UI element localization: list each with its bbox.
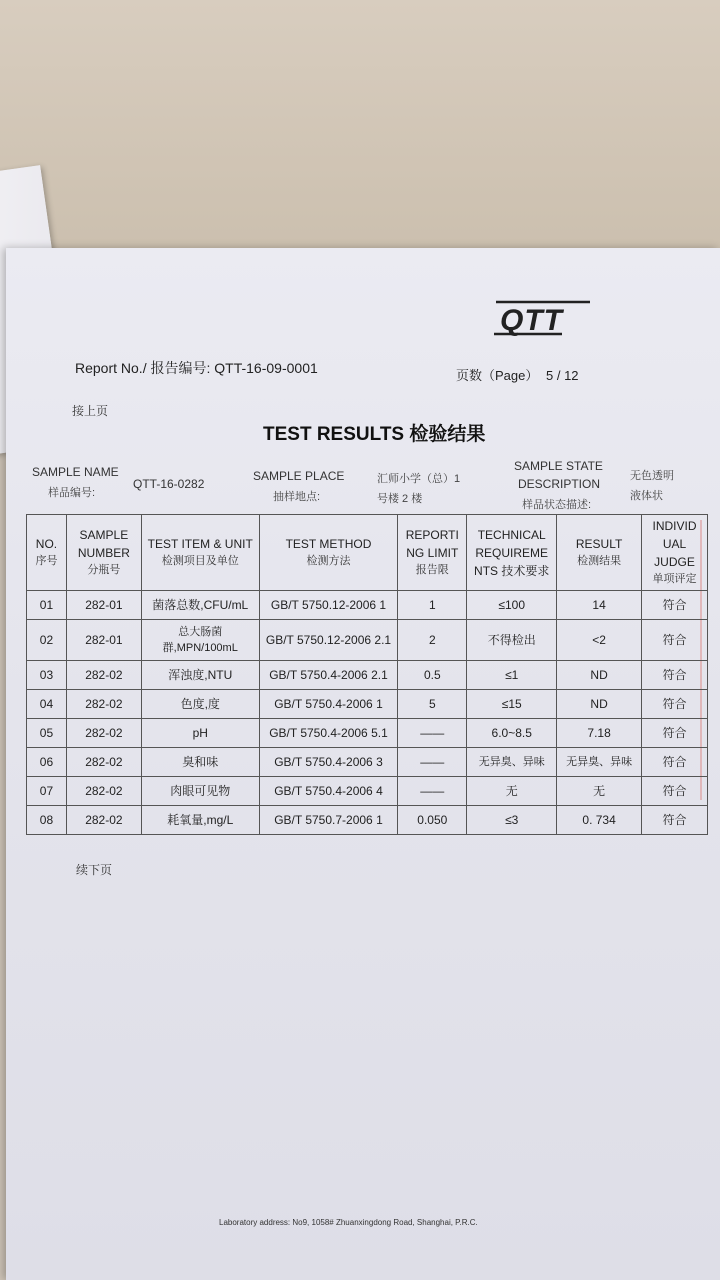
- cell-item: 肉眼可见物: [141, 777, 259, 806]
- cell-no: 02: [27, 620, 67, 661]
- cell-limit: 5: [398, 690, 467, 719]
- logo-text: QTT: [500, 304, 563, 336]
- cell-sample: 282-02: [66, 661, 141, 690]
- cell-sample: 282-02: [66, 777, 141, 806]
- cell-judge: 符合: [642, 748, 708, 777]
- cell-result: 7.18: [557, 719, 642, 748]
- cell-requirement: ≤100: [467, 591, 557, 620]
- cell-limit: ——: [398, 748, 467, 777]
- cell-judge: 符合: [642, 806, 708, 835]
- cell-judge: 符合: [642, 777, 708, 806]
- cell-limit: 0.5: [398, 661, 467, 690]
- cell-judge: 符合: [642, 719, 708, 748]
- header-technical-requirements: TECHNICAL REQUIREME NTS 技术要求: [467, 515, 557, 591]
- cell-item: 臭和味: [141, 748, 259, 777]
- cell-method: GB/T 5750.4-2006 1: [259, 690, 398, 719]
- cell-method: GB/T 5750.12-2006 1: [259, 591, 398, 620]
- sample-state-label-en-2: DESCRIPTION: [518, 477, 601, 491]
- table-row: [27, 748, 708, 777]
- cell-limit: 1: [398, 591, 467, 620]
- sample-place-value-line1: 汇师小学（总）1: [377, 473, 461, 485]
- page-number-label: 页数（Page）: [456, 368, 539, 383]
- report-number-value: QTT-16-09-0001: [214, 360, 318, 376]
- continued-to-note: 续下页: [76, 863, 113, 877]
- cell-method: GB/T 5750.4-2006 5.1: [259, 719, 398, 748]
- cell-judge: 符合: [642, 620, 708, 661]
- sample-state-value-line1: 无色透明: [630, 470, 674, 482]
- cell-no: 07: [27, 777, 67, 806]
- page-number: [456, 365, 579, 384]
- table-header-row: [27, 515, 708, 591]
- cell-limit: ——: [398, 719, 467, 748]
- sample-state-value-line2: 液体状: [630, 490, 663, 502]
- cell-method: GB/T 5750.4-2006 4: [259, 777, 398, 806]
- header-reporting-limit: REPORTI NG LIMIT 报告限: [398, 515, 467, 591]
- cell-limit: 2: [398, 620, 467, 661]
- cell-method: GB/T 5750.12-2006 2.1: [259, 620, 398, 661]
- qtt-logo: [492, 300, 592, 336]
- table-row: [27, 661, 708, 690]
- cell-item: 耗氧量,mg/L: [141, 806, 259, 835]
- cell-item: 总大肠菌群,MPN/100mL: [141, 620, 259, 661]
- sample-name-label-cn: 样品编号:: [48, 487, 96, 499]
- report-number: [75, 358, 318, 378]
- cell-requirement: ≤3: [467, 806, 557, 835]
- results-table: [26, 514, 708, 835]
- page-number-value: 5 / 12: [546, 368, 579, 383]
- sample-name-value: QTT-16-0282: [133, 477, 205, 491]
- cell-sample: 282-01: [66, 620, 141, 661]
- cell-judge: 符合: [642, 690, 708, 719]
- sample-place-label-cn: 抽样地点:: [273, 491, 321, 503]
- cell-sample: 282-01: [66, 591, 141, 620]
- cell-result: 14: [557, 591, 642, 620]
- sample-place-value-line2: 号楼 2 楼: [377, 493, 423, 505]
- report-number-label: Report No./ 报告编号:: [75, 360, 211, 376]
- background-wall: [0, 0, 720, 260]
- cell-result: 无异臭、异味: [557, 748, 642, 777]
- cell-requirement: 无异臭、异味: [467, 748, 557, 777]
- cell-sample: 282-02: [66, 748, 141, 777]
- table-row: [27, 620, 708, 661]
- sample-place-label-en: SAMPLE PLACE: [253, 469, 345, 483]
- cell-judge: 符合: [642, 661, 708, 690]
- cell-judge: 符合: [642, 591, 708, 620]
- header-test-item: TEST ITEM & UNIT 检测项目及单位: [141, 515, 259, 591]
- cell-method: GB/T 5750.4-2006 2.1: [259, 661, 398, 690]
- cell-result: 0. 734: [557, 806, 642, 835]
- cell-no: 01: [27, 591, 67, 620]
- cell-requirement: ≤1: [467, 661, 557, 690]
- page-title: TEST RESULTS 检验结果: [263, 424, 486, 445]
- cell-result: <2: [557, 620, 642, 661]
- cell-no: 08: [27, 806, 67, 835]
- cell-result: ND: [557, 690, 642, 719]
- table-row: [27, 777, 708, 806]
- cell-limit: ——: [398, 777, 467, 806]
- cell-limit: 0.050: [398, 806, 467, 835]
- cell-item: 色度,度: [141, 690, 259, 719]
- header-result: RESULT 检测结果: [557, 515, 642, 591]
- cell-method: GB/T 5750.7-2006 1: [259, 806, 398, 835]
- cell-requirement: ≤15: [467, 690, 557, 719]
- cell-method: GB/T 5750.4-2006 3: [259, 748, 398, 777]
- cell-item: 菌落总数,CFU/mL: [141, 591, 259, 620]
- table-row: [27, 719, 708, 748]
- lab-address-footer: Laboratory address: No9, 1058# Zhuanxingdong Road, Shanghai, P.R.C.: [219, 1218, 478, 1227]
- cell-requirement: 6.0~8.5: [467, 719, 557, 748]
- header-sample-number: SAMPLE NUMBER 分瓶号: [66, 515, 141, 591]
- sample-state-label-en-1: SAMPLE STATE: [514, 459, 603, 473]
- cell-sample: 282-02: [66, 690, 141, 719]
- cell-no: 04: [27, 690, 67, 719]
- table-row: [27, 806, 708, 835]
- cell-no: 06: [27, 748, 67, 777]
- cell-sample: 282-02: [66, 719, 141, 748]
- cell-result: ND: [557, 661, 642, 690]
- header-test-method: TEST METHOD 检测方法: [259, 515, 398, 591]
- cell-item: 浑浊度,NTU: [141, 661, 259, 690]
- header-no: NO. 序号: [27, 515, 67, 591]
- table-row: [27, 591, 708, 620]
- sample-name-label-en: SAMPLE NAME: [32, 465, 119, 479]
- header-individual-judge: INDIVID UAL JUDGE 单项评定: [642, 515, 708, 591]
- cell-item: pH: [141, 719, 259, 748]
- cell-requirement: 不得检出: [467, 620, 557, 661]
- sample-state-label-cn: 样品状态描述:: [522, 499, 592, 511]
- cell-no: 05: [27, 719, 67, 748]
- cell-result: 无: [557, 777, 642, 806]
- cell-sample: 282-02: [66, 806, 141, 835]
- table-row: [27, 690, 708, 719]
- cell-requirement: 无: [467, 777, 557, 806]
- cell-no: 03: [27, 661, 67, 690]
- continued-from-note: 接上页: [72, 404, 109, 418]
